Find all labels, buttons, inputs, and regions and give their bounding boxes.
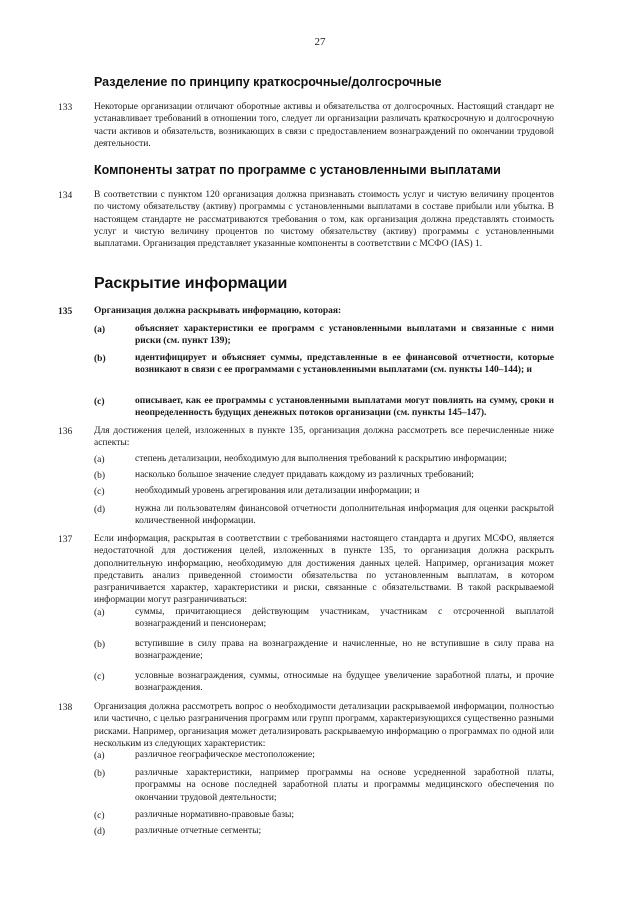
list-label: (b) (94, 640, 106, 650)
paragraph-number-136: 136 (58, 427, 73, 437)
list-item: объясняет характеристики ее программ с установленными выплатами и связанные с ними риски (см. пункт 139); (135, 324, 554, 347)
list-label: (d) (94, 505, 106, 515)
list-label: (a) (94, 608, 105, 618)
section-heading-disclosure: Раскрытие информации (94, 275, 288, 292)
list-item: необходимый уровень агрегирования или детализации информации; и (135, 486, 420, 496)
section-heading-short-long-term: Разделение по принципу краткосрочные/долгосрочные (94, 75, 442, 89)
paragraph-number-133: 133 (58, 103, 73, 113)
paragraph-number-137: 137 (58, 535, 73, 545)
paragraph-number-138: 138 (58, 703, 73, 713)
list-label: (b) (94, 769, 106, 779)
list-label: (a) (94, 455, 105, 465)
paragraph-number-135: 135 (58, 307, 73, 317)
paragraph-number-134: 134 (58, 191, 73, 201)
list-label: (c) (94, 487, 105, 497)
list-label: (c) (94, 672, 105, 682)
paragraph-134-text: В соответствии с пунктом 120 организация должна признавать стоимость услуг и чистую величину процентов по чистому обязательству (активу) программы с установленными выплатами в составе прибыли или убытка. В настоящем стандарте не рассматриваются требования о том, как организация должна представлять стоимость услуг и чистую величину процентов по чистому обязательству (активу) программы с установленными выплатами. Организация представляет указанные компоненты в соответствии с МСФО (IAS) 1. (94, 190, 554, 250)
list-label: (b) (94, 354, 106, 364)
paragraph-135-intro: Организация должна раскрывать информацию, которая: (94, 306, 342, 316)
list-label: (a) (94, 751, 105, 761)
list-item: условные вознаграждения, суммы, относимые на будущее увеличение заработной платы, и прочие вознаграждения. (135, 671, 554, 694)
list-item: вступившие в силу права на вознаграждение и начисленные, но не вступившие в силу права на вознаграждение; (135, 639, 554, 662)
list-label: (a) (94, 325, 106, 335)
list-item: нужна ли пользователям финансовой отчетности дополнительная информация для оценки раскрытой количественной информации. (135, 504, 554, 527)
page-number: 27 (314, 36, 326, 48)
list-item: степень детализации, необходимую для выполнения требований к раскрытию информации; (135, 454, 507, 464)
list-label: (b) (94, 471, 106, 481)
paragraph-136-intro: Для достижения целей, изложенных в пункте 135, организация должна рассмотреть все перечисленные ниже аспекты: (94, 426, 554, 449)
list-label: (d) (94, 827, 106, 837)
list-item: описывает, как ее программы с установленными выплатами могут повлиять на сумму, сроки и неопределенность будущих денежных потоков организации (см. пункты 145–147). (135, 396, 554, 419)
list-item: различные нормативно-правовые базы; (135, 810, 294, 820)
list-item: насколько большое значение следует придавать каждому из различных требований; (135, 470, 474, 480)
section-heading-cost-components: Компоненты затрат по программе с установленными выплатами (94, 163, 501, 177)
list-item: суммы, причитающиеся действующим участникам, участникам с отсроченной выплатой вознаграждений и пенсионерам; (135, 607, 554, 630)
list-label: (c) (94, 397, 105, 407)
paragraph-138-intro: Организация должна рассмотреть вопрос о необходимости детализации раскрываемой информации, полностью или частично, с целью разграничения программ или групп программ, характеризующихся существенно разными рисками. Например, организация может детализировать раскрываемую информацию о программах по одной или нескольким из следующих характеристик: (94, 702, 554, 749)
list-item: различные отчетные сегменты; (135, 826, 262, 836)
list-item: идентифицирует и объясняет суммы, представленные в ее финансовой отчетности, которые возникают в связи с ее программами с установленными выплатами (см. пункты 140–144); и (135, 353, 554, 376)
list-item: различные характеристики, например программы на основе усредненной заработной платы, программы на основе последней заработной платы и программы медицинского обеспечения по окончании трудовой деятельности; (135, 768, 554, 803)
list-label: (c) (94, 811, 105, 821)
paragraph-137-intro: Если информация, раскрытая в соответствии с требованиями настоящего стандарта и других МСФО, является недостаточной для достижения целей, изложенных в пункте 135, то организация должна раскрыть дополнительную информацию, необходимую для достижения данных целей. Например, организация может представить анализ приведенной стоимости обязательства по установленным выплатам, в котором разграничивается характер, характеристики и риски, связанные с обязательствами. В такой раскрываемой информации могут разграничиваться: (94, 534, 554, 606)
paragraph-133-text: Некоторые организации отличают оборотные активы и обязательства от долгосрочных. Настоящий стандарт не устанавливает требований в отношении того, следует ли организации различать краткосрочную и долгосрочную части активов и обязательств, возникающих в связи с предоставлением вознаграждений по окончании трудовой деятельности. (94, 102, 554, 149)
list-item: различное географическое местоположение; (135, 750, 315, 760)
